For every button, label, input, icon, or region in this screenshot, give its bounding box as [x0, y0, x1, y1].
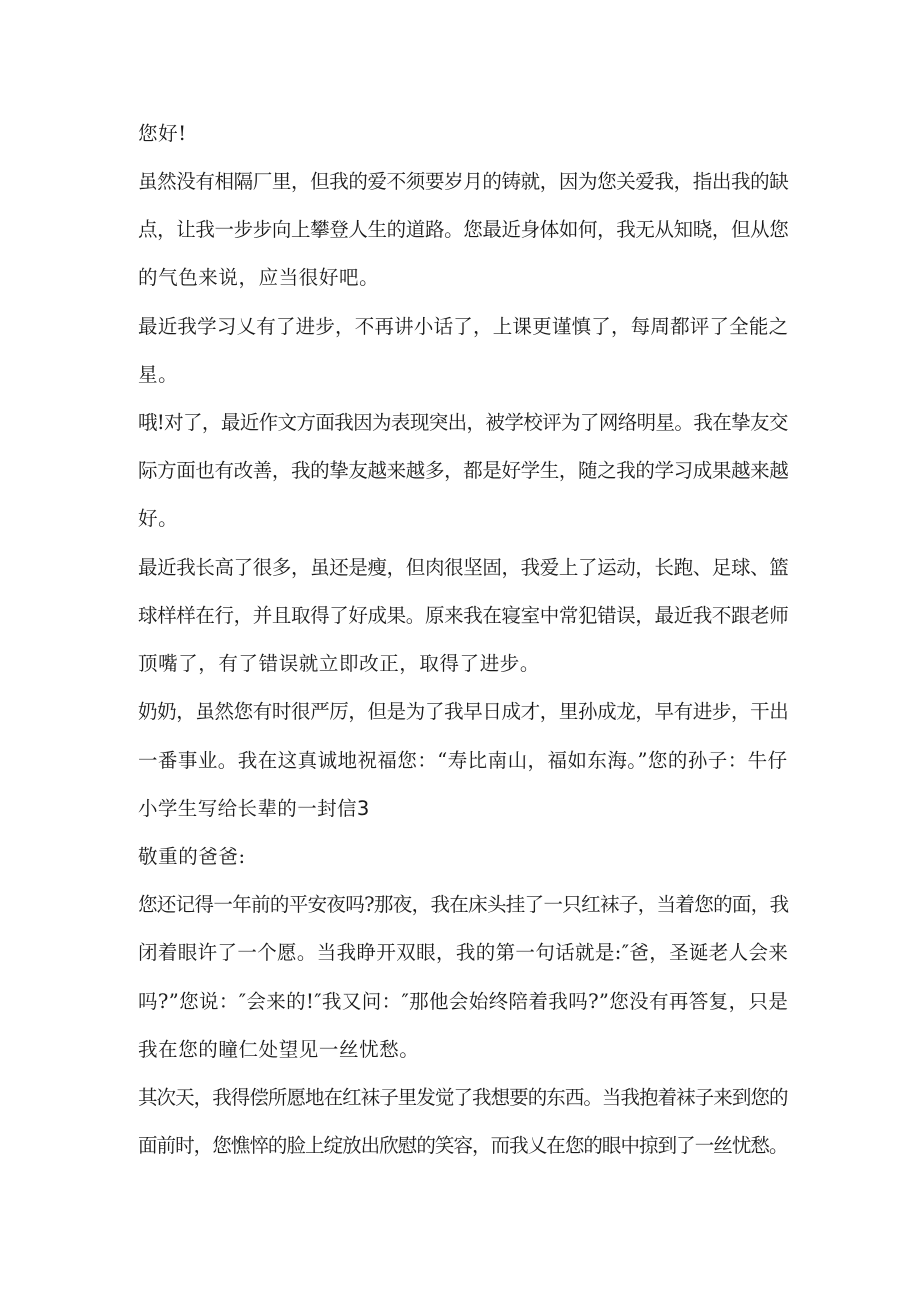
- paragraph-line: 其次天，我得偿所愿地在红袜子里发觉了我想要的东西。当我抱着袜子来到您的: [138, 1086, 788, 1109]
- paragraph-line: 面前时，您憔悴的脸上绽放出欣慰的笑容，而我乂在您的眼中掠到了一丝忧愁。: [138, 1134, 788, 1157]
- paragraph-line: 的气色来说，应当很好吧。: [138, 266, 380, 289]
- paragraph-line: 好。: [138, 507, 179, 530]
- paragraph-line: 点，让我一步步向上攀登人生的道路。您最近身体如何，我无从知晓，但从您: [138, 218, 789, 241]
- section-title: 小学生写给长辈的一封信3: [138, 797, 370, 820]
- paragraph-line: 星。: [138, 363, 179, 386]
- paragraph-line: 际方面也有改善，我的挚友越来越多，都是好学生，随之我的学习成果越来越: [138, 459, 789, 482]
- paragraph-line: 奶奶，虽然您有时很严厉，但是为了我早日成才，里孙成龙，早有进步，干出: [138, 700, 789, 723]
- paragraph-line: 我在您的瞳仁处望见一丝忧愁。: [138, 1038, 420, 1061]
- paragraph-line: 吗?”您说：″会来的!″我又问：″那他会始终陪着我吗?”您没有再答复，只是: [138, 990, 789, 1013]
- paragraph-line: 最近我学习乂有了进步，不再讲小话了，上课更谨慎了，每周都评了全能之: [138, 315, 789, 338]
- paragraph-line: 虽然没有相隔厂里，但我的爱不须要岁月的铸就，因为您关爱我，指出我的缺: [138, 170, 789, 193]
- paragraph-line: 最近我长高了很多，虽还是瘦，但肉很坚固，我爱上了运动，长跑、足球、篮: [138, 556, 789, 579]
- paragraph-line: 哦!对了，最近作文方面我因为表现突出，被学校评为了网络明星。我在挚友交: [138, 411, 788, 434]
- greeting-line: 您好!: [138, 122, 187, 145]
- salutation-line: 敬重的爸爸:: [138, 845, 246, 868]
- paragraph-line: 您还记得一年前的平安夜吗?那夜，我在床头挂了一只红袜子，当着您的面，我: [138, 893, 789, 916]
- paragraph-line: 顶嘴了，有了错误就立即改正，取得了进步。: [138, 652, 541, 675]
- paragraph-line: 一番事业。我在这真诚地祝福您：“寿比南山，福如东海。”您的孙子：牛仔: [138, 749, 788, 772]
- paragraph-line: 球样样在行，并且取得了好成果。原来我在寝室中常犯错误，最近我不跟老师: [138, 604, 789, 627]
- paragraph-line: 闭着眼许了一个愿。当我睁开双眼，我的第一句话就是:″爸，圣诞老人会来: [138, 941, 789, 964]
